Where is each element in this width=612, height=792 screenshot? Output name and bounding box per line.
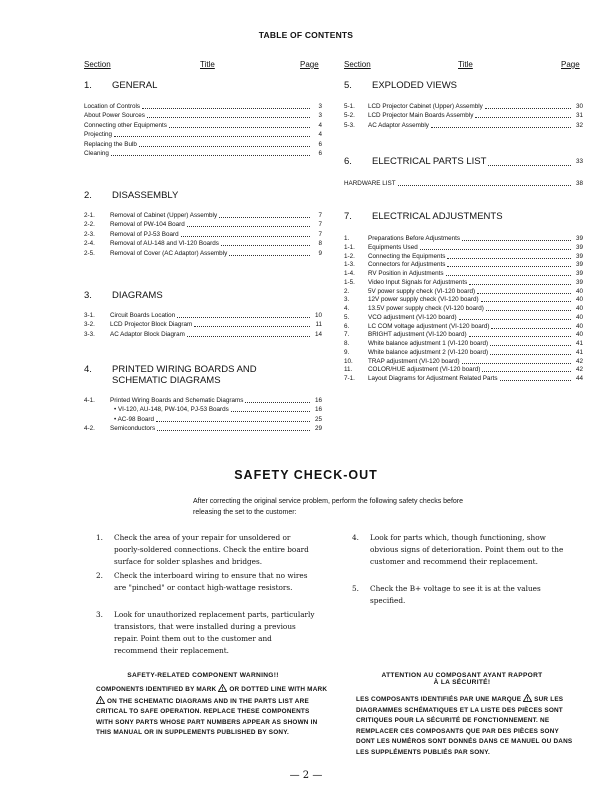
toc-row-page: 11 (315, 321, 322, 329)
toc-row (84, 121, 322, 130)
toc-row-number: 4-1. (84, 397, 95, 404)
leader-dots (475, 116, 571, 118)
toc-row (344, 295, 583, 304)
toc-row-page: 14 (314, 330, 322, 338)
toc-row (344, 287, 583, 296)
safety-item-5: 5. Check the B+ voltage to see it is at the values specified. (352, 584, 541, 605)
leader-dots (139, 145, 310, 147)
toc-row-title: Cleaning (84, 150, 109, 157)
toc-row (84, 311, 322, 320)
toc-row-page: 42 (575, 366, 583, 374)
toc-row (344, 304, 583, 313)
toc-row-number: 5-3. (344, 121, 355, 129)
toc-row-title: Removal of Cover (AC Adaptor) Assembly (110, 249, 228, 257)
toc-row-number: 1-5. (344, 278, 355, 286)
leader-dots (142, 107, 310, 109)
svg-text:!: ! (221, 686, 224, 692)
toc-row-page: 44 (575, 375, 583, 382)
toc-row (344, 243, 583, 252)
toc-row (344, 348, 583, 357)
toc-row-number: 2-2. (84, 221, 95, 229)
toc-row-page: 40 (575, 331, 583, 339)
toc-row-number: 4. (344, 305, 350, 312)
toc-row-page: 16 (314, 406, 322, 414)
warning-triangle-icon (218, 684, 227, 692)
safety-item-2: 2. Check the interboard wiring to ensure that no wires are "pinched" or contact high-wattage resistors. (96, 571, 308, 592)
toc-row-page: 3 (318, 103, 322, 110)
toc-row (344, 330, 583, 339)
toc-row (84, 130, 322, 139)
leader-dots (221, 244, 310, 246)
toc-row (84, 249, 322, 258)
toc-row-title: Semiconductors (110, 425, 156, 433)
toc-row-title: Connecting other Equipments (84, 121, 167, 129)
section-diagrams: 3. DIAGRAMS (84, 290, 163, 301)
toc-row (84, 230, 322, 239)
section-printed: 4. PRINTED WIRING BOARDS AND SCHEMATIC DIAGRAMS (84, 364, 257, 386)
toc-row-title: VCO adjustment (VI-120 board) (368, 313, 457, 321)
toc-row-page: 7 (318, 212, 322, 219)
leader-dots (194, 325, 310, 327)
toc-row-title: Printed Wiring Boards and Schematic Diagrams (110, 397, 244, 404)
toc-row-title: Removal of Cabinet (Upper) Assembly (110, 212, 218, 219)
toc-row-page: 31 (575, 112, 583, 120)
toc-row-page: 41 (575, 340, 583, 347)
leader-dots (420, 248, 571, 250)
toc-row-number: 3-2. (84, 321, 95, 329)
toc-row-page: 39 (575, 243, 583, 251)
leader-dots (469, 335, 571, 337)
leader-dots (447, 257, 571, 259)
leader-dots (482, 370, 571, 372)
toc-row (84, 211, 322, 220)
header-section-right: Section (344, 60, 371, 69)
toc-row-page: 6 (318, 140, 322, 148)
leader-dots (431, 126, 571, 128)
toc-row-number: 1-2. (344, 252, 355, 260)
header-page-left: Page (300, 60, 319, 69)
leader-dots (231, 410, 310, 412)
header-title-left: Title (200, 60, 215, 69)
toc-row-title: Connectors for Adjustments (368, 261, 446, 269)
toc-row-page: 7 (318, 221, 322, 229)
warning-triangle-icon (523, 694, 532, 702)
toc-row-page: 32 (575, 121, 583, 129)
leader-dots (169, 126, 310, 128)
toc-row-page: 29 (314, 425, 322, 433)
toc-row-title: Removal of PJ-53 Board (110, 230, 179, 238)
leader-dots (469, 283, 571, 285)
toc-row-title: Layout Diagrams for Adjustment Related Parts (368, 375, 498, 382)
toc-row (84, 111, 322, 120)
toc-row-page: 40 (575, 296, 583, 304)
toc-row-page: 4 (318, 121, 322, 129)
toc-row-number: 9. (344, 348, 350, 356)
toc-row (344, 234, 583, 243)
toc-row (84, 239, 322, 248)
toc-row (344, 374, 583, 383)
toc-row-title: Removal of PW-104 Board (110, 221, 185, 229)
toc-row-page: 10 (314, 312, 322, 319)
toc-row-title: Circuit Boards Location (110, 312, 176, 319)
toc-row-title: LCD Projector Main Boards Assembly (368, 112, 474, 120)
leader-dots (157, 429, 310, 431)
safety-title: SAFETY CHECK-OUT (234, 468, 378, 482)
toc-row-title: LC COM voltage adjustment (VI-120 board) (368, 322, 490, 330)
toc-row-number: 2-5. (84, 249, 95, 257)
leader-dots (481, 300, 571, 302)
toc-row-number: 1-1. (344, 243, 355, 251)
toc-row-number: 11. (344, 366, 353, 374)
toc-row-title: Replacing the Bulb (84, 140, 137, 148)
toc-row-number: 1. (344, 235, 350, 242)
section-general: 1. GENERAL (84, 80, 158, 91)
leader-dots (491, 327, 571, 329)
toc-row-number: 10. (344, 357, 353, 365)
section-adjustments: 7. ELECTRICAL ADJUSTMENTS (344, 211, 503, 222)
toc-row (344, 313, 583, 322)
leader-dots (111, 154, 310, 156)
safety-item-4: 4. Look for parts which, though functioning, show obvious signs of deterioration. Point them out to the customer and recommend their replacement. (352, 533, 564, 566)
toc-row-number: 2. (344, 287, 350, 295)
toc-row-title: TRAP adjustment (VI-120 board) (368, 357, 460, 365)
section-exploded: 5. EXPLODED VIEWS (344, 80, 457, 91)
toc-row-number: 4-2. (84, 425, 95, 433)
toc-row-title: LCD Projector Block Diagram (110, 321, 193, 329)
toc-row-page: 40 (575, 322, 583, 330)
leader-dots (490, 344, 571, 346)
toc-row-title: COLOR/HUE adjustment (VI-120 board) (368, 366, 481, 374)
toc-row-number: 5-1. (344, 103, 355, 110)
toc-row-number: 1-3. (344, 261, 355, 269)
toc-row-number: 8. (344, 340, 350, 347)
leader-dots (177, 316, 310, 318)
leader-dots (447, 265, 571, 267)
toc-row-title: Preparations Before Adjustments (368, 235, 461, 242)
leader-dots (187, 335, 310, 337)
toc-row-page: 39 (575, 235, 583, 242)
toc-title: TABLE OF CONTENTS (258, 30, 354, 40)
toc-row (344, 269, 583, 278)
toc-row-title: White balance adjustment 1 (VI-120 board) (368, 340, 489, 347)
toc-row-title: LCD Projector Cabinet (Upper) Assembly (368, 103, 483, 110)
toc-row (84, 396, 322, 405)
toc-row-page: 16 (314, 397, 322, 404)
toc-row-number: 2-1. (84, 212, 95, 219)
toc-row (344, 357, 583, 366)
toc-row-page: 41 (575, 348, 583, 356)
toc-row-title: About Power Sources (84, 112, 145, 120)
toc-row-title: Projecting (84, 131, 113, 139)
toc-row-number: 5-2. (344, 112, 355, 120)
toc-row-page: 25 (314, 415, 322, 423)
safety-item-1: 1. Check the area of your repair for unsoldered or poorly-soldered connections. Check the entire board surface for solder splashes and bridges. (96, 533, 309, 566)
warning-en-body: COMPONENTS IDENTIFIED BY MARK ! OR DOTTED LINE WITH MARK ! ON THE SCHEMATIC DIAGRAMS AND IN THE PARTS LIST ARE CRITICAL TO SAFE OPERATION. REPLACE THESE COMPONENTS WITH SONY PARTS WHOSE PART NUMBERS APPEAR AS SHOWN IN THIS MANUAL OR IN SUPPLEMENTS PUBLISHED BY SONY. (96, 686, 328, 736)
toc-row-title: • VI-120, AU-148, PW-104, PJ-53 Boards (114, 406, 229, 414)
toc-row-number: 7-1. (344, 375, 355, 382)
toc-row (84, 424, 322, 433)
leader-dots (486, 309, 571, 311)
toc-row (84, 415, 322, 424)
toc-row-title: BRIGHT adjustment (VI-120 board) (368, 331, 467, 339)
section-parts-list: 6. ELECTRICAL PARTS LIST 33 (344, 156, 583, 167)
toc-row-page: 39 (575, 270, 583, 277)
toc-row-title: Video Input Signals for Adjustments (368, 278, 468, 286)
toc-row (84, 220, 322, 229)
toc-row-page: 8 (318, 240, 322, 248)
header-section-left: Section (84, 60, 111, 69)
leader-dots (462, 362, 571, 364)
toc-row-number: 3-3. (84, 330, 95, 338)
toc-row-page: 7 (318, 230, 322, 238)
toc-row-number: 7. (344, 331, 350, 339)
toc-row-title: White balance adjustment 2 (VI-120 board) (368, 348, 489, 356)
toc-row-page: 30 (575, 103, 583, 110)
leader-dots (156, 420, 310, 422)
toc-row (344, 339, 583, 348)
toc-row (84, 102, 322, 111)
toc-row-page: 39 (575, 261, 583, 269)
leader-dots (219, 216, 310, 218)
safety-item-3: 3. Look for unauthorized replacement parts, particularly transistors, that were installed during a previous repair. Point them out to the customer and recommend their replacement. (96, 610, 315, 655)
toc-row-page: 39 (575, 278, 583, 286)
leader-dots (500, 379, 572, 381)
toc-row-number: 3-1. (84, 312, 95, 319)
toc-row-page: 42 (575, 357, 583, 365)
header-title-right: Title (458, 60, 473, 69)
toc-row-title: Equipments Used (368, 243, 418, 251)
leader-dots (485, 107, 571, 109)
leader-dots (245, 401, 310, 403)
warning-triangle-icon (96, 696, 105, 704)
svg-text:!: ! (526, 696, 529, 702)
page-number: — 2 — (289, 770, 323, 781)
toc-row-page: 6 (318, 150, 322, 157)
toc-row-title: Location of Controls (84, 103, 141, 110)
toc-row-page: 4 (318, 131, 322, 139)
toc-row-title: 13.5V power supply check (VI-120 board) (368, 305, 484, 312)
toc-row-page: 40 (575, 287, 583, 295)
toc-row-number: 1-4. (344, 270, 355, 277)
warning-en-heading: SAFETY-RELATED COMPONENT WARNING!! (127, 672, 279, 679)
toc-row-title: 5V power supply check (VI-120 board) (368, 287, 476, 295)
leader-dots (477, 292, 571, 294)
toc-row (344, 322, 583, 331)
toc-row (344, 278, 583, 287)
toc-row-title: 12V power supply check (VI-120 board) (368, 296, 479, 304)
safety-intro: After correcting the original service problem, perform the following safety checks before releasing the set to the customer: (193, 498, 464, 516)
toc-row-number: 2-4. (84, 240, 95, 248)
leader-dots (229, 254, 310, 256)
leader-dots (446, 274, 572, 276)
warning-fr-body: LES COMPOSANTS IDENTIFIÉS PAR UNE MARQUE ! SUR LES DIAGRAMMES SCHÉMATIQUES ET LA LISTE DES PIÈCES SONT CRITIQUES POUR LA SÉCURITÉ DE FONCTIONNEMENT. NE REMPLACER CES COMPOSANTS QUE PAR DES PIÈCES SONY DONT LES NUMÉROS SONT DONNÉS DANS CE MANUEL OU DANS LES SUPPLÉMENTS PUBLIÉS PAR SONY. (356, 696, 573, 756)
toc-row (344, 252, 583, 261)
toc-row-title: Connecting the Equipments (368, 252, 446, 260)
hardware-list-row: HARDWARE LIST 38 (344, 180, 583, 187)
toc-row (84, 320, 322, 329)
toc-row (344, 260, 583, 269)
toc-row-number: 6. (344, 322, 350, 330)
toc-row-title: • AC-98 Board (114, 415, 155, 423)
header-page-right: Page (561, 60, 580, 69)
warning-fr-heading: ATTENTION AU COMPOSANT AYANT RAPPORT À LA SÉCURITÉ! (381, 672, 543, 686)
leader-dots (490, 353, 571, 355)
toc-row-page: 3 (318, 112, 322, 120)
toc-row-number: 5. (344, 313, 350, 321)
toc-row-page: 40 (575, 305, 583, 312)
toc-row (84, 149, 322, 158)
toc-row-page: 39 (575, 252, 583, 260)
section-disassembly: 2. DISASSEMBLY (84, 190, 179, 201)
toc-row-title: AC Adaptor Block Diagram (110, 330, 185, 338)
toc-row (344, 121, 583, 130)
leader-dots (181, 235, 310, 237)
toc-row (344, 365, 583, 374)
toc-row (344, 111, 583, 120)
toc-row-title: RV Position in Adjustments (368, 270, 444, 277)
toc-row (344, 102, 583, 111)
leader-dots (459, 318, 571, 320)
toc-row-number: 3. (344, 296, 350, 304)
leader-dots (147, 116, 310, 118)
leader-dots (462, 239, 571, 241)
toc-row-page: 9 (318, 249, 322, 257)
toc-row-page: 40 (575, 313, 583, 321)
svg-text:!: ! (99, 698, 102, 704)
toc-row (84, 405, 322, 414)
toc-row-title: AC Adaptor Assembly (368, 121, 429, 129)
toc-row-number: 2-3. (84, 230, 95, 238)
leader-dots (114, 135, 310, 137)
toc-row-title: Removal of AU-148 and VI-120 Boards (110, 240, 219, 248)
leader-dots (187, 225, 310, 227)
toc-row (84, 140, 322, 149)
toc-row (84, 330, 322, 339)
